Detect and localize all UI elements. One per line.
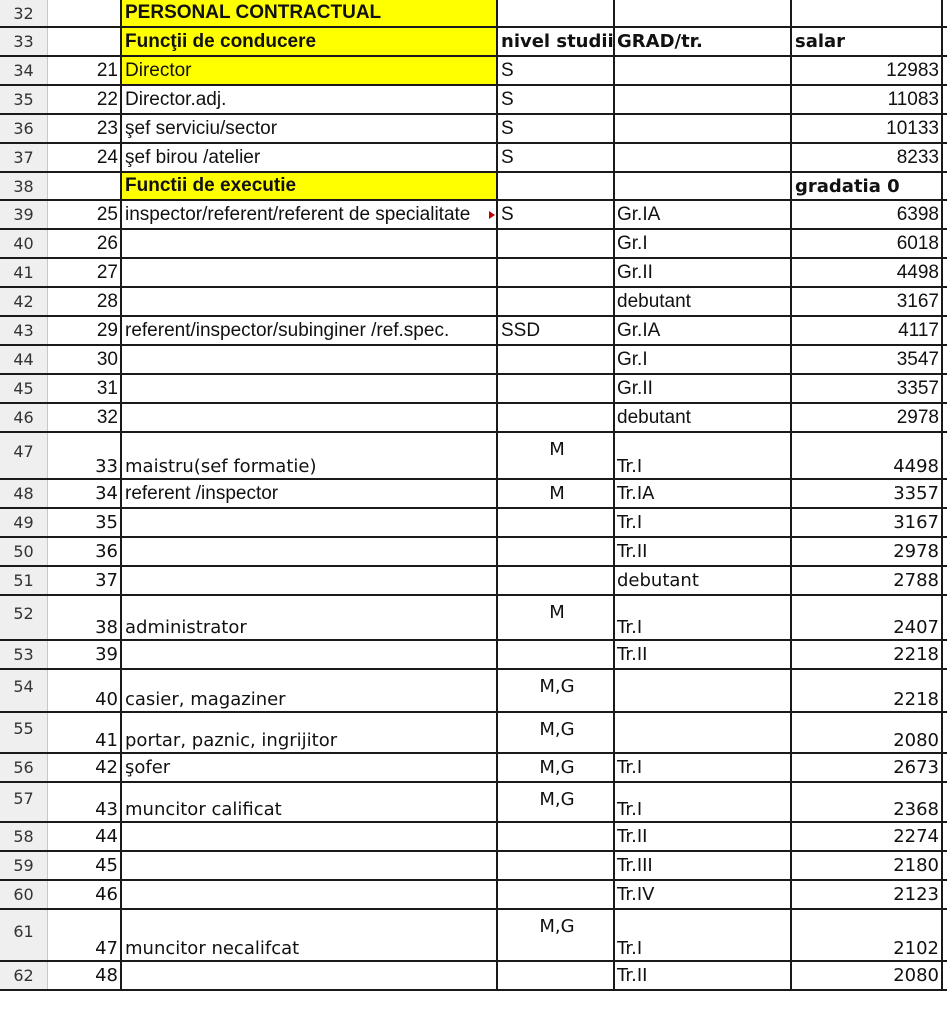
sheet-row (0, 230, 947, 259)
sheet-row (0, 259, 947, 288)
cell-nr[interactable]: 24 (48, 144, 122, 171)
cell-grad[interactable] (615, 144, 792, 171)
cell-salar[interactable]: 2407 (792, 596, 943, 639)
cell-salar[interactable]: 3357 (792, 480, 943, 507)
cell-studii[interactable]: S (498, 86, 615, 113)
cell-nr[interactable]: 37 (48, 567, 122, 594)
cell-function[interactable]: portar, paznic, ingrijitor (122, 713, 498, 752)
cell-studii[interactable] (498, 641, 615, 668)
cell-function[interactable]: referent/inspector/subinginer /ref.spec. (122, 317, 498, 344)
cell-salar[interactable]: 2080 (792, 962, 943, 989)
cell-salar[interactable]: 11083 (792, 86, 943, 113)
cell-studii[interactable] (498, 259, 615, 286)
cell-function[interactable] (122, 641, 498, 668)
cell-nr[interactable]: 29 (48, 317, 122, 344)
sheet-row (0, 852, 947, 881)
sheet-row (0, 641, 947, 670)
cell-studii[interactable] (498, 173, 615, 199)
cell-studii[interactable]: SSD (498, 317, 615, 344)
cell-function[interactable]: muncitor calificat (122, 783, 498, 821)
cell-grad[interactable]: Tr.II (615, 538, 792, 565)
cell-grad[interactable]: Gr.II (615, 375, 792, 402)
section-header-leadership[interactable]: Funcţii de conducere (122, 28, 498, 55)
cell-nr[interactable]: 33 (48, 433, 122, 478)
cell-grad[interactable]: Tr.I (615, 754, 792, 781)
cell-salar[interactable]: 2180 (792, 852, 943, 879)
cell-nr[interactable]: 21 (48, 57, 122, 84)
cell-studii[interactable] (498, 962, 615, 989)
cell-nr[interactable] (48, 0, 122, 26)
cell-salar[interactable]: 8233 (792, 144, 943, 171)
cell-nr[interactable]: 22 (48, 86, 122, 113)
sheet-row (0, 317, 947, 346)
cell-nr[interactable]: 36 (48, 538, 122, 565)
cell-studii[interactable]: M,G (498, 754, 615, 781)
cell-studii[interactable]: M,G (498, 783, 615, 821)
cell-nr[interactable]: 45 (48, 852, 122, 879)
cell-studii[interactable] (498, 0, 615, 26)
row-header[interactable]: 43 (0, 317, 48, 344)
sheet-row (0, 538, 947, 567)
cell-grad[interactable]: Gr.IA (615, 201, 792, 228)
cell-function[interactable] (122, 288, 498, 315)
cell-function[interactable]: inspector/referent/referent de specialitate (122, 201, 498, 228)
row-header[interactable]: 44 (0, 346, 48, 373)
cell-grad[interactable]: debutant (615, 567, 792, 594)
sheet-row (0, 115, 947, 144)
cell-function[interactable]: şef serviciu/sector (122, 115, 498, 142)
row-header[interactable]: 52 (0, 596, 48, 639)
column-header-gradatia[interactable]: gradatia 0 (792, 173, 943, 199)
cell-grad[interactable]: Tr.IA (615, 480, 792, 507)
cell-studii[interactable]: M (498, 596, 615, 639)
sheet-row (0, 910, 947, 962)
cell-function[interactable] (122, 567, 498, 594)
cell-studii[interactable]: M (498, 433, 615, 478)
sheet-row (0, 480, 947, 509)
row-header[interactable]: 54 (0, 670, 48, 711)
cell-grad[interactable]: Tr.IV (615, 881, 792, 908)
cell-studii[interactable]: S (498, 201, 615, 228)
sheet-row (0, 433, 947, 480)
cell-nr[interactable]: 25 (48, 201, 122, 228)
cell-grad[interactable]: debutant (615, 288, 792, 315)
cell-salar[interactable]: 2978 (792, 538, 943, 565)
sheet-row (0, 754, 947, 783)
sheet-row (0, 57, 947, 86)
row-header[interactable]: 48 (0, 480, 48, 507)
row-header[interactable]: 38 (0, 173, 48, 199)
sheet-row (0, 144, 947, 173)
cell-nr[interactable]: 30 (48, 346, 122, 373)
cell-function[interactable]: Director (122, 57, 498, 84)
cell-grad[interactable] (615, 173, 792, 199)
row-header[interactable]: 57 (0, 783, 48, 821)
cell-grad[interactable]: Tr.I (615, 509, 792, 536)
cell-salar[interactable]: 4498 (792, 259, 943, 286)
cell-function[interactable] (122, 259, 498, 286)
sheet-row (0, 288, 947, 317)
cell-grad[interactable] (615, 57, 792, 84)
cell-salar[interactable]: 2080 (792, 713, 943, 752)
cell-salar[interactable]: 2274 (792, 823, 943, 850)
cell-function[interactable] (122, 852, 498, 879)
column-header-salar[interactable]: salar (792, 28, 943, 55)
cell-grad[interactable] (615, 670, 792, 711)
cell-grad[interactable]: Tr.II (615, 962, 792, 989)
cell-nr[interactable] (48, 173, 122, 199)
sheet-row (0, 670, 947, 713)
cell-salar[interactable]: 6018 (792, 230, 943, 257)
cell-function[interactable]: şofer (122, 754, 498, 781)
cell-studii[interactable]: M,G (498, 713, 615, 752)
cell-grad[interactable] (615, 115, 792, 142)
cell-function[interactable] (122, 538, 498, 565)
cell-salar[interactable]: 2673 (792, 754, 943, 781)
cell-studii[interactable]: S (498, 57, 615, 84)
sheet-row (0, 28, 947, 57)
cell-grad[interactable]: Tr.III (615, 852, 792, 879)
cell-nr[interactable]: 34 (48, 480, 122, 507)
row-header[interactable]: 39 (0, 201, 48, 228)
sheet-row (0, 509, 947, 538)
row-header[interactable]: 53 (0, 641, 48, 668)
cell-grad[interactable]: Gr.I (615, 346, 792, 373)
cell-function[interactable] (122, 509, 498, 536)
cell-grad[interactable]: Tr.I (615, 596, 792, 639)
cell-studii[interactable] (498, 823, 615, 850)
cell-nr[interactable]: 26 (48, 230, 122, 257)
cell-function[interactable]: administrator (122, 596, 498, 639)
cell-function[interactable]: muncitor necalifcat (122, 910, 498, 960)
cell-grad[interactable]: Tr.II (615, 641, 792, 668)
row-header[interactable]: 62 (0, 962, 48, 989)
cell-function[interactable] (122, 230, 498, 257)
cell-studii[interactable]: M,G (498, 910, 615, 960)
cell-studii[interactable] (498, 346, 615, 373)
row-header[interactable]: 34 (0, 57, 48, 84)
cell-grad[interactable]: Gr.I (615, 230, 792, 257)
cell-salar[interactable]: 2123 (792, 881, 943, 908)
cell-nr[interactable]: 46 (48, 881, 122, 908)
sheet-row (0, 173, 947, 201)
cell-grad[interactable]: Tr.I (615, 433, 792, 478)
sheet-row (0, 567, 947, 596)
row-header[interactable]: 51 (0, 567, 48, 594)
cell-studii[interactable]: M (498, 480, 615, 507)
cell-nr[interactable]: 41 (48, 713, 122, 752)
cell-studii[interactable] (498, 567, 615, 594)
section-header-execution[interactable]: Functii de executie (122, 173, 498, 199)
sheet-row (0, 783, 947, 823)
cell-function[interactable] (122, 881, 498, 908)
cell-nr[interactable]: 38 (48, 596, 122, 639)
cell-grad[interactable] (615, 0, 792, 26)
row-header[interactable]: 59 (0, 852, 48, 879)
sheet-row (0, 201, 947, 230)
cell-function[interactable]: maistru(sef formatie) (122, 433, 498, 478)
sheet-row (0, 713, 947, 754)
cell-nr[interactable]: 42 (48, 754, 122, 781)
cell-salar[interactable]: 3547 (792, 346, 943, 373)
row-header[interactable]: 36 (0, 115, 48, 142)
cell-studii[interactable] (498, 288, 615, 315)
cell-nr[interactable]: 40 (48, 670, 122, 711)
sheet-row (0, 596, 947, 641)
cell-studii[interactable]: S (498, 115, 615, 142)
cell-studii[interactable]: M,G (498, 670, 615, 711)
cell-salar[interactable]: 2218 (792, 641, 943, 668)
row-header[interactable]: 32 (0, 0, 48, 26)
sheet-row (0, 823, 947, 852)
cell-studii[interactable] (498, 881, 615, 908)
cell-studii[interactable] (498, 375, 615, 402)
cell-grad[interactable]: debutant (615, 404, 792, 431)
cell-salar[interactable]: 3167 (792, 288, 943, 315)
cell-salar[interactable]: 10133 (792, 115, 943, 142)
row-header[interactable]: 45 (0, 375, 48, 402)
cell-nr[interactable]: 43 (48, 783, 122, 821)
row-header[interactable]: 35 (0, 86, 48, 113)
cell-nr[interactable]: 23 (48, 115, 122, 142)
cell-grad[interactable]: Gr.IA (615, 317, 792, 344)
cell-studii[interactable] (498, 230, 615, 257)
row-header[interactable]: 41 (0, 259, 48, 286)
cell-nr[interactable]: 32 (48, 404, 122, 431)
text-overflow-indicator-icon (489, 211, 495, 219)
cell-nr[interactable]: 44 (48, 823, 122, 850)
cell-title[interactable]: PERSONAL CONTRACTUAL (122, 0, 498, 26)
sheet-row (0, 881, 947, 910)
cell-salar[interactable]: 4498 (792, 433, 943, 478)
cell-nr[interactable]: 31 (48, 375, 122, 402)
cell-function[interactable]: casier, magaziner (122, 670, 498, 711)
row-header[interactable]: 47 (0, 433, 48, 478)
sheet-row (0, 375, 947, 404)
sheet-row (0, 404, 947, 433)
cell-salar[interactable]: 12983 (792, 57, 943, 84)
row-header[interactable]: 60 (0, 881, 48, 908)
row-header[interactable]: 46 (0, 404, 48, 431)
cell-salar[interactable]: 4117 (792, 317, 943, 344)
cell-salar[interactable]: 2218 (792, 670, 943, 711)
cell-function[interactable] (122, 375, 498, 402)
cell-function[interactable]: referent /inspector (122, 480, 498, 507)
sheet-row (0, 0, 947, 28)
row-header[interactable]: 40 (0, 230, 48, 257)
cell-salar[interactable] (792, 0, 943, 26)
cell-salar[interactable]: 3167 (792, 509, 943, 536)
cell-grad[interactable]: Tr.II (615, 823, 792, 850)
cell-function[interactable] (122, 404, 498, 431)
cell-function[interactable]: şef birou /atelier (122, 144, 498, 171)
column-header-studii[interactable]: nivel studii (498, 28, 615, 55)
cell-grad[interactable] (615, 713, 792, 752)
column-header-grad[interactable]: GRAD/tr. (615, 28, 792, 55)
sheet-row (0, 962, 947, 991)
row-header[interactable]: 61 (0, 910, 48, 960)
cell-nr[interactable] (48, 28, 122, 55)
row-header[interactable]: 58 (0, 823, 48, 850)
cell-salar[interactable]: 2102 (792, 910, 943, 960)
cell-grad[interactable]: Gr.II (615, 259, 792, 286)
cell-salar[interactable]: 6398 (792, 201, 943, 228)
cell-nr[interactable]: 27 (48, 259, 122, 286)
cell-nr[interactable]: 35 (48, 509, 122, 536)
cell-nr[interactable]: 47 (48, 910, 122, 960)
row-header[interactable]: 49 (0, 509, 48, 536)
sheet-row (0, 346, 947, 375)
cell-nr[interactable]: 48 (48, 962, 122, 989)
cell-grad[interactable]: Tr.I (615, 910, 792, 960)
cell-grad[interactable]: Tr.I (615, 783, 792, 821)
cell-salar[interactable]: 2368 (792, 783, 943, 821)
row-header[interactable]: 33 (0, 28, 48, 55)
cell-salar[interactable]: 2978 (792, 404, 943, 431)
row-header[interactable]: 37 (0, 144, 48, 171)
cell-grad[interactable] (615, 86, 792, 113)
cell-studii[interactable] (498, 509, 615, 536)
cell-studii[interactable] (498, 852, 615, 879)
cell-salar[interactable]: 3357 (792, 375, 943, 402)
cell-nr[interactable]: 39 (48, 641, 122, 668)
cell-salar[interactable]: 2788 (792, 567, 943, 594)
cell-studii[interactable]: S (498, 144, 615, 171)
cell-function[interactable]: Director.adj. (122, 86, 498, 113)
cell-studii[interactable] (498, 538, 615, 565)
cell-function[interactable] (122, 823, 498, 850)
cell-function[interactable] (122, 346, 498, 373)
row-header[interactable]: 56 (0, 754, 48, 781)
row-header[interactable]: 42 (0, 288, 48, 315)
sheet-row (0, 86, 947, 115)
cell-nr[interactable]: 28 (48, 288, 122, 315)
row-header[interactable]: 50 (0, 538, 48, 565)
row-header[interactable]: 55 (0, 713, 48, 752)
cell-function[interactable] (122, 962, 498, 989)
cell-studii[interactable] (498, 404, 615, 431)
